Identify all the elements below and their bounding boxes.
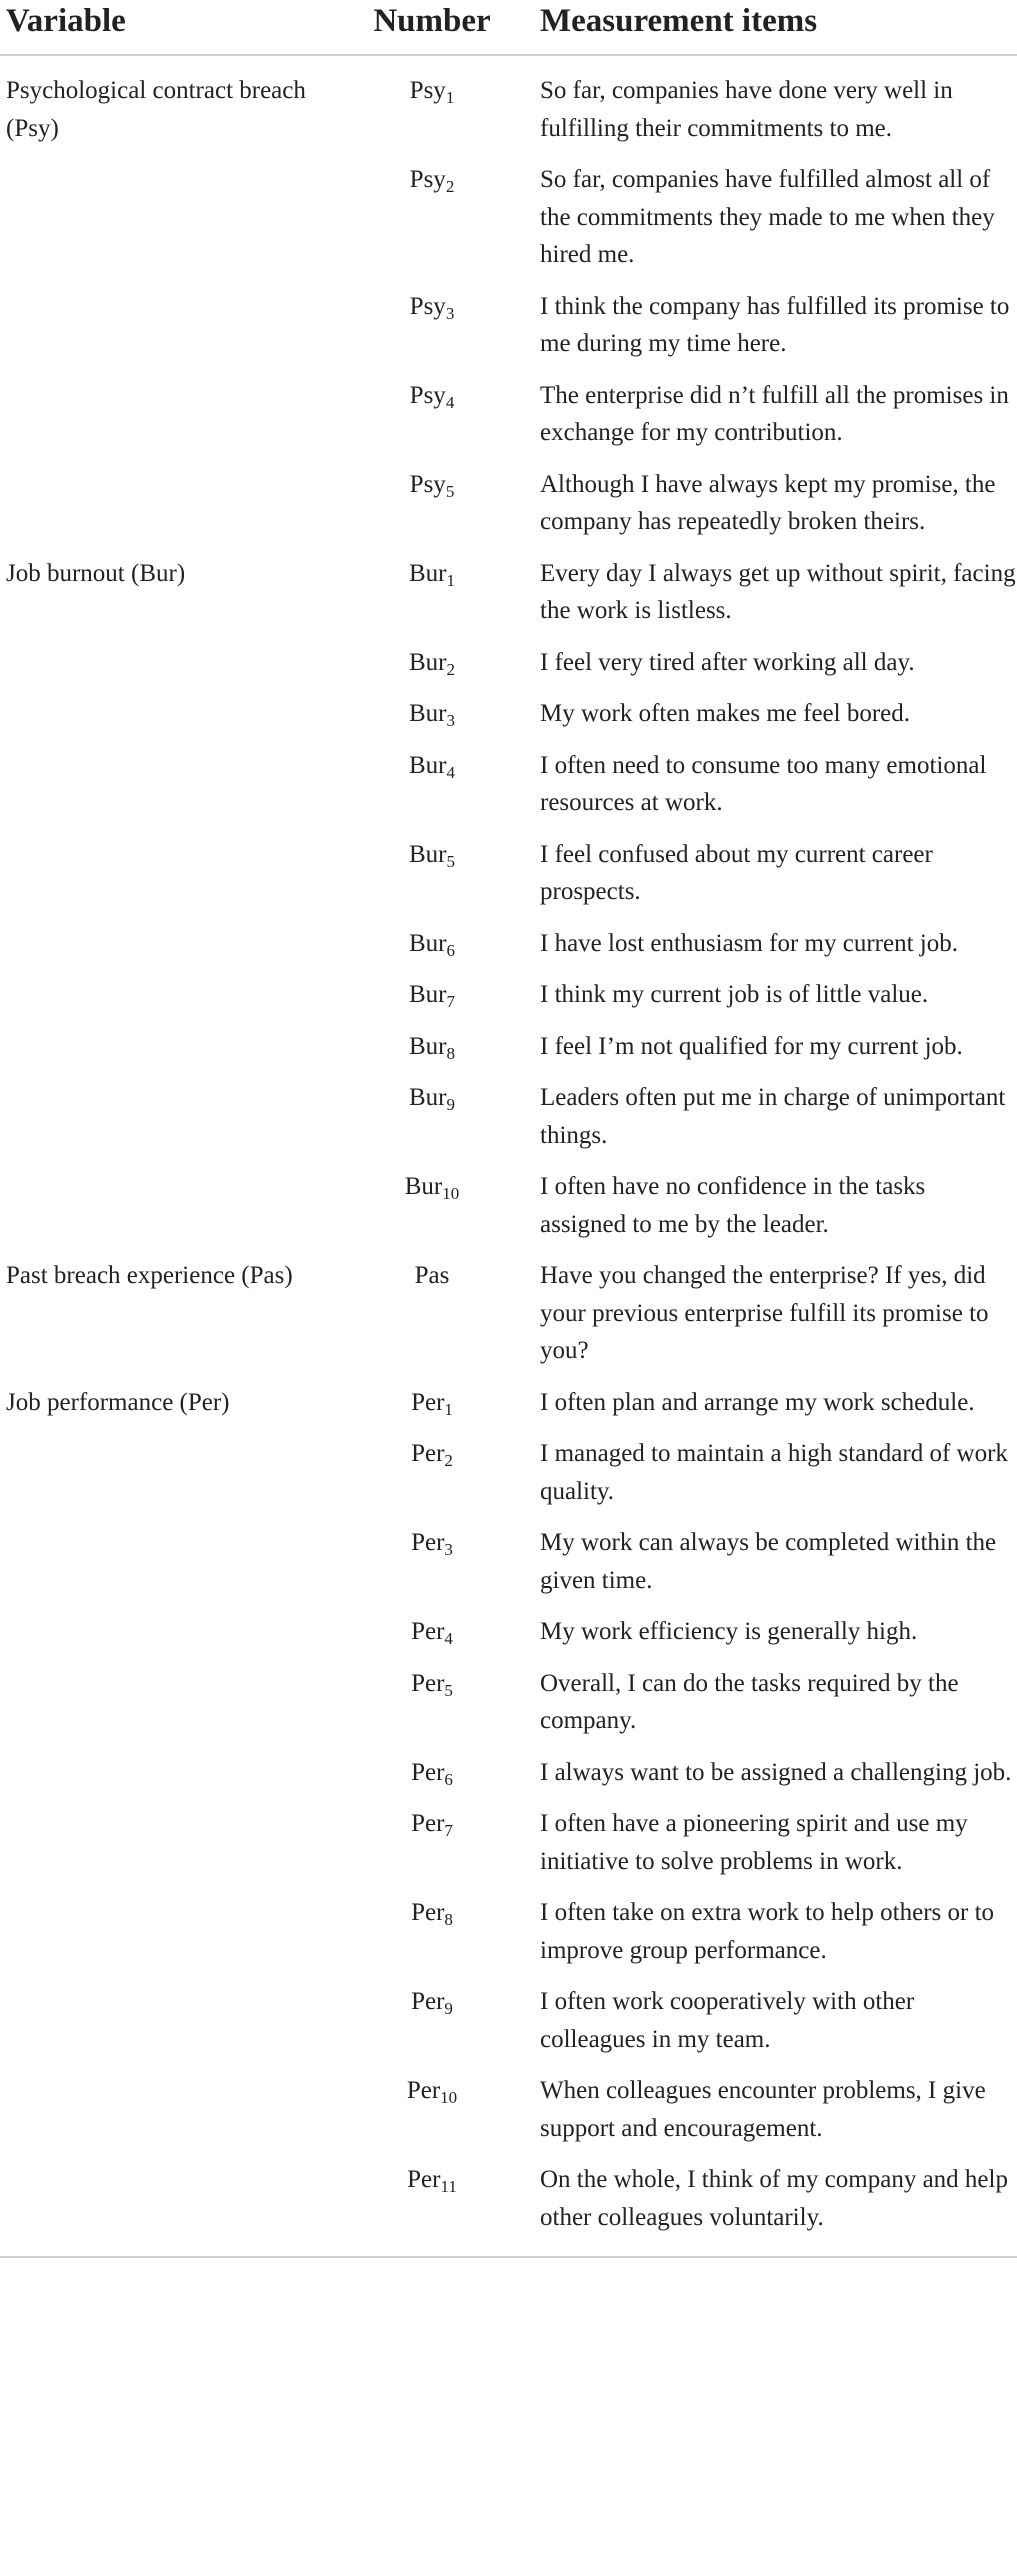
item-code: Per [406,2077,441,2104]
measurement-item-cell: The enterprise did n’t fulfill all the promises in exchange for my contribution. [540,381,1009,446]
number-cell [330,747,534,836]
item-code: Per [411,1899,445,1926]
item-code-subscript: 7 [446,992,455,1011]
item-code-subscript: 6 [446,940,455,960]
number-cell [330,161,534,288]
variable-cell [0,1613,330,1665]
measurement-item-cell: When colleagues encounter problems, I give support and encouragement. [540,2077,986,2142]
table-row [0,555,1017,644]
measurement-item-cell: Although I have always kept my promise, the company has repeatedly broken theirs. [540,470,996,535]
item-code-subscript: 10 [442,1184,460,1203]
variable-cell: Job burnout (Bur) [6,559,186,587]
variable-cell [0,1665,330,1754]
variable-cell [0,836,330,925]
measurement-item-cell: I often plan and arrange my work schedule. [540,1388,975,1416]
item-code: Bur [404,1173,443,1200]
measurement-item-cell: Overall, I can do the tasks required by the company. [540,1669,959,1734]
measurement-item-cell: So far, companies have fulfilled almost all of the commitments they made to me when they hired me. [540,166,995,268]
item-code-subscript: 2 [445,177,455,196]
variable-cell [0,1805,330,1894]
item-code-subscript: 6 [444,1769,453,1789]
measurement-item-cell: I always want to be assigned a challenging job. [540,1758,1012,1786]
table-row [0,2072,1017,2161]
item-code-subscript: 7 [444,1821,453,1840]
variable-cell [0,1983,330,2072]
table-row [0,925,1017,977]
table-row [0,1754,1017,1806]
measurement-item-cell: Every day I always get up without spirit, facing the work is listless. [540,559,1016,624]
table-header-row [0,0,1017,55]
measurement-item-cell: My work efficiency is generally high. [540,1618,918,1645]
header-measurement-items: Measurement items [534,0,1017,55]
variable-cell [0,1435,330,1524]
number-cell [330,466,534,555]
item-code: Psy [409,381,446,409]
table-row [0,644,1017,696]
number-cell [330,288,534,377]
number-cell [330,2161,534,2250]
item-code-subscript: 4 [446,762,455,782]
table-row [0,836,1017,925]
item-code-subscript: 8 [444,1910,453,1929]
item-code: Bur [409,981,447,1008]
item-code: Bur [409,840,447,868]
item-code: Bur [409,1032,447,1060]
number-cell [330,2072,534,2161]
number-cell [330,1435,534,1524]
table-row [0,1665,1017,1754]
variable-cell [0,288,330,377]
table-row [0,1257,1017,1384]
item-code-subscript: 1 [445,88,455,107]
variable-cell [0,466,330,555]
table-row [0,695,1017,747]
number-cell [330,1384,534,1436]
item-code-subscript: 3 [444,1540,453,1559]
variable-cell: Psychological contract breach (Psy) [6,77,306,142]
measurement-item-cell: I have lost enthusiasm for my current job. [540,929,958,957]
number-cell [330,1079,534,1168]
item-code-subscript: 8 [446,1043,455,1063]
number-cell [330,1805,534,1894]
measurement-item-cell: My work can always be completed within the given time. [540,1529,997,1594]
item-code-subscript: 5 [444,1680,453,1700]
item-code: Per [411,1388,445,1416]
table-body [0,55,1017,2250]
measurement-item-cell: I feel confused about my current career prospects. [540,840,933,905]
number-cell [330,1257,534,1384]
header-number: Number [330,0,534,55]
table-bottom-rule [0,2256,1017,2258]
item-code: Per [411,1988,445,2015]
variable-cell [0,1028,330,1080]
variable-cell [0,2072,330,2161]
variable-cell [0,1079,330,1168]
item-code: Per [407,2166,441,2193]
table-row [0,1524,1017,1613]
variable-cell [0,1754,330,1806]
variable-cell [0,1168,330,1257]
number-cell [330,695,534,747]
item-code: Psy [409,166,446,193]
item-code: Bur [409,559,447,587]
number-cell [330,836,534,925]
variable-cell [0,1894,330,1983]
number-cell [330,1754,534,1806]
number-cell [330,1524,534,1613]
measurement-item-cell: On the whole, I think of my company and help other colleagues voluntarily. [540,2166,1008,2231]
number-cell [330,55,534,161]
item-code-subscript: 3 [446,711,455,730]
variable-cell [0,747,330,836]
measurement-item-cell: I feel very tired after working all day. [540,648,915,676]
measurement-item-cell: I think the company has fulfilled its promise to me during my time here. [540,292,1010,357]
measurement-item-cell: I often have no confidence in the tasks assigned to me by the leader. [540,1173,926,1238]
number-cell [330,925,534,977]
variable-cell [0,644,330,696]
number-cell [330,1894,534,1983]
measurement-item-cell: I feel I’m not qualified for my current job. [540,1032,963,1060]
item-code: Bur [409,1084,447,1111]
variable-cell: Past breach experience (Pas) [6,1262,293,1289]
measurement-item-cell: I think my current job is of little value. [540,981,929,1008]
table-row [0,1435,1017,1524]
table-row [0,1613,1017,1665]
measurement-item-cell: So far, companies have done very well in fulfilling their commitments to me. [540,77,953,142]
measurement-item-cell: Leaders often put me in charge of unimportant things. [540,1084,1006,1149]
number-cell [330,1665,534,1754]
item-code: Psy [409,470,446,498]
table-row [0,1983,1017,2072]
table-row [0,161,1017,288]
measurement-item-cell: I often need to consume too many emotional resources at work. [540,751,987,816]
item-code-subscript: 11 [440,2177,457,2196]
number-cell [330,644,534,696]
item-code-subscript: 9 [446,1095,455,1114]
measurement-item-cell: I managed to maintain a high standard of work quality. [540,1440,1008,1505]
item-code: Per [411,1529,445,1556]
table-header [0,0,1017,55]
item-code-subscript: 5 [445,481,455,501]
item-code: Bur [409,929,447,957]
item-code: Bur [409,648,447,676]
item-code: Psy [409,292,446,320]
variable-cell [0,925,330,977]
number-cell [330,1983,534,2072]
item-code-subscript: 9 [444,1999,453,2018]
item-code-subscript: 4 [445,392,455,412]
number-cell [330,377,534,466]
item-code-subscript: 4 [444,1629,453,1648]
table-row [0,1805,1017,1894]
table-row [0,747,1017,836]
variable-cell: Job performance (Per) [6,1388,230,1416]
table-row [0,976,1017,1028]
number-cell [330,555,534,644]
table-row [0,377,1017,466]
item-code-subscript: 3 [445,303,455,323]
item-code-subscript: 10 [440,2088,458,2107]
variable-cell [0,377,330,466]
table-row [0,1894,1017,1983]
measurement-item-cell: I often take on extra work to help others or to improve group performance. [540,1899,995,1964]
item-code: Per [411,1440,445,1467]
item-code-subscript: 1 [446,570,455,590]
measurement-item-cell: I often have a pioneering spirit and use my initiative to solve problems in work. [540,1810,968,1875]
item-code-subscript: 5 [446,851,455,871]
number-cell [330,1168,534,1257]
table-row [0,55,1017,161]
item-code: Per [411,1810,445,1837]
variable-cell [0,695,330,747]
table-row [0,2161,1017,2250]
table-row [0,1384,1017,1436]
table-row [0,288,1017,377]
number-cell [330,976,534,1028]
item-code: Bur [409,751,447,779]
variable-cell [0,2161,330,2250]
item-code: Per [411,1618,445,1645]
item-code-subscript: 2 [444,1451,453,1470]
number-cell [330,1028,534,1080]
item-code: Psy [409,77,446,104]
item-code: Pas [414,1262,450,1289]
table-row [0,1079,1017,1168]
table-row [0,466,1017,555]
variable-cell [0,976,330,1028]
item-code: Per [411,1669,445,1697]
variable-cell [0,161,330,288]
header-variable: Variable [0,0,330,55]
item-code-subscript: 1 [444,1399,453,1419]
measurement-item-cell: I often work cooperatively with other colleagues in my team. [540,1988,915,2053]
item-code-subscript: 2 [446,659,455,679]
table-row [0,1028,1017,1080]
variable-cell [0,1524,330,1613]
measurement-item-cell: Have you changed the enterprise? If yes, did your previous enterprise fulfill its promise to you? [540,1262,989,1364]
table-row [0,1168,1017,1257]
item-code: Bur [409,700,447,727]
measurement-item-cell: My work often makes me feel bored. [540,700,911,727]
item-code: Per [411,1758,445,1786]
number-cell [330,1613,534,1665]
